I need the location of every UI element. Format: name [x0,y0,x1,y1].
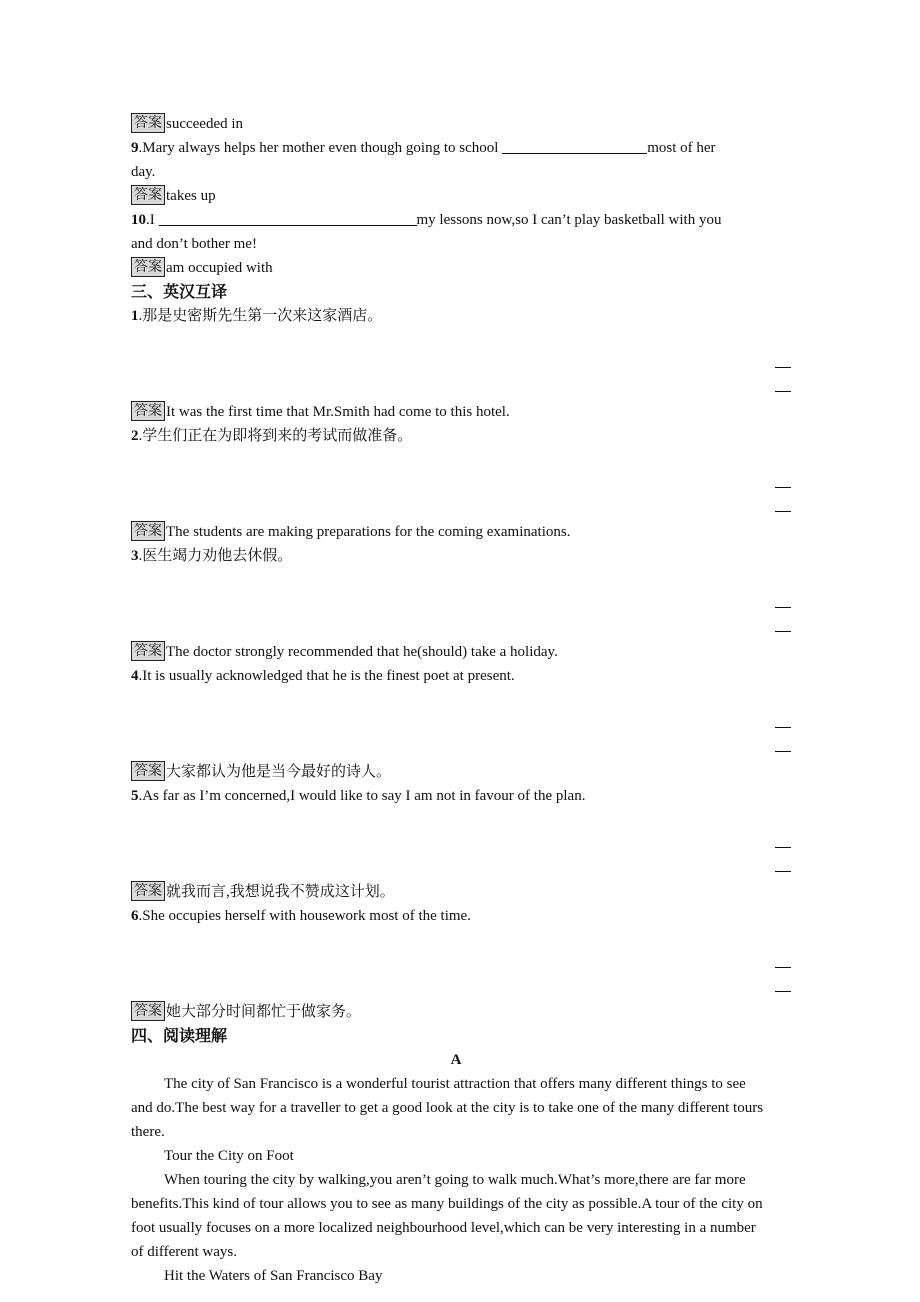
translation-item-1 [131,304,781,328]
passage-paragraph: When touring the city by walking,you aren’t going to walk much.What’s more,there are far more benefits.This kind of tour allows you to see as many buildings of the city as possible.A tour of the city on foot usually focuses on a more localized neighbourhood level,which can be very interesting in a number of different ways. [131,1172,763,1260]
question-number: 4 [131,668,139,684]
answer-row [131,640,781,664]
answer-row [131,880,781,904]
answer-badge: 答案 [131,113,165,133]
answer-row [131,400,781,424]
translation-item-6 [131,904,781,928]
document-page [131,112,781,1288]
answer-row [131,184,781,208]
answer-text: The doctor strongly recommended that he(should) take a holiday. [166,644,558,660]
question-text: .I [146,212,159,228]
answer-line [131,376,781,400]
answer-line [131,352,781,376]
answer-badge: 答案 [131,401,165,421]
question-9 [131,136,781,160]
question-number: 6 [131,908,139,924]
answer-badge: 答案 [131,641,165,661]
translation-item-2 [131,424,781,448]
question-number: 2 [131,428,139,444]
question-text: .医生竭力劝他去休假。 [138,548,293,564]
question-text: and don’t bother me! [131,236,257,252]
translation-item-3 [131,544,781,568]
answer-line [131,832,781,856]
answer-text: am occupied with [166,260,273,276]
fill-blank [159,211,417,226]
question-text: my lessons now,so I can’t play basketball with you [416,212,722,228]
answer-line [131,592,781,616]
translation-item-4 [131,664,781,688]
answer-row [131,760,781,784]
question-number: 3 [131,548,139,564]
answer-text: 就我而言,我想说我不赞成这计划。 [166,884,395,900]
question-number: 9 [131,140,139,156]
answer-row [131,520,781,544]
question-text: .那是史密斯先生第一次来这家酒店。 [138,308,383,324]
question-number: 10 [131,212,146,228]
answer-row [131,256,781,280]
answer-line [131,856,781,880]
section-heading: 四、阅读理解 [131,1026,228,1045]
answer-text: takes up [166,188,216,204]
question-9-cont [131,160,781,184]
answer-badge: 答案 [131,257,165,277]
answer-text: 她大部分时间都忙于做家务。 [166,1004,362,1020]
answer-row [131,112,781,136]
answer-badge: 答案 [131,761,165,781]
question-text: .Mary always helps her mother even though going to school [138,140,503,156]
section-heading: 三、英汉互译 [131,282,228,301]
answer-badge: 答案 [131,881,165,901]
translation-item-5 [131,784,781,808]
answer-line [131,976,781,1000]
answer-line [131,472,781,496]
question-number: 5 [131,788,139,804]
answer-line [131,712,781,736]
answer-badge: 答案 [131,185,165,205]
question-text: day. [131,164,156,180]
answer-row [131,1000,781,1024]
answer-text: It was the first time that Mr.Smith had come to this hotel. [166,404,510,420]
question-text: .It is usually acknowledged that he is the finest poet at present. [138,668,515,684]
passage-heading: A [450,1052,462,1068]
answer-line [131,496,781,520]
answer-line [131,616,781,640]
answer-line [131,952,781,976]
passage-paragraph: The city of San Francisco is a wonderful tourist attraction that offers many different things to see and do.The best way for a traveller to get a good look at the city is to take one of the many different tours there. [131,1076,764,1140]
question-10-cont [131,232,781,256]
answer-text: The students are making preparations for the coming examinations. [166,524,571,540]
question-text: .As far as I’m concerned,I would like to say I am not in favour of the plan. [138,788,586,804]
answer-text: succeeded in [166,116,244,132]
question-10 [131,208,781,232]
question-number: 1 [131,308,139,324]
fill-blank [502,139,647,154]
answer-badge: 答案 [131,521,165,541]
passage-subheading: Hit the Waters of San Francisco Bay [164,1268,383,1284]
question-text: .She occupies herself with housework most of the time. [138,908,471,924]
answer-line [131,736,781,760]
answer-text: 大家都认为他是当今最好的诗人。 [166,764,392,780]
passage-subheading: Tour the City on Foot [164,1148,294,1164]
question-text: .学生们正在为即将到来的考试而做准备。 [138,428,413,444]
question-text: most of her [647,140,716,156]
answer-badge: 答案 [131,1001,165,1021]
